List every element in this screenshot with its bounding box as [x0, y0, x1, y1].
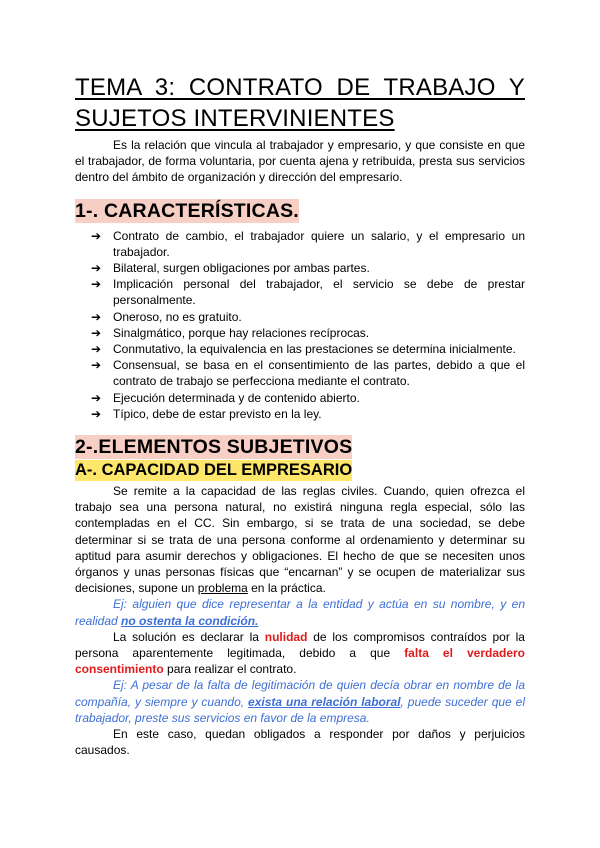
arrow-icon: ➔: [91, 277, 102, 292]
example-2-emphasis: exista una relación laboral: [248, 694, 401, 709]
arrow-icon: ➔: [91, 261, 102, 276]
title-line-1: TEMA 3: CONTRATO DE TRABAJO Y: [75, 74, 525, 101]
underlined-word: problema: [197, 581, 248, 596]
arrow-icon: ➔: [91, 228, 102, 243]
list-item: [75, 341, 525, 357]
paragraph-solution: La solución es declarar la nulidad de los compromisos contraídos por la persona aparentemente legitimada, debido a que falta el verdadero consentimiento para realizar el contrato.: [75, 629, 526, 677]
arrow-icon: ➔: [91, 406, 102, 421]
arrow-icon: ➔: [91, 358, 102, 373]
characteristics-list: [75, 228, 525, 422]
paragraph-capacity: Se remite a la capacidad de las reglas civiles. Cuando, quien ofrezca el trabajo sea una persona natural, no existirá ninguna regla especial, sólo las contempladas en el CC. Sin embargo, si se trata de una sociedad, se debe determinar si se trata de una persona conforme al ordenamiento y determinar su aptitud para asumir derechos y obligaciones. El hecho de que se necesiten unos órganos y unas personas físicas que “encarnan” y se ocupen de materializar sus decisiones, supone un problema en la práctica.: [75, 484, 525, 596]
list-item-text: Ejecución determinada y de contenido abierto.: [113, 390, 360, 405]
document-title: [75, 72, 525, 134]
section-2: [75, 435, 525, 459]
list-item: [75, 309, 525, 325]
title-line-2: SUJETOS INTERVINIENTES: [75, 105, 395, 132]
list-item: [75, 228, 525, 260]
list-item-text: Conmutativo, la equivalencia en las prestaciones se determina inicialmente.: [113, 342, 516, 357]
subsection-a-heading: A-. CAPACIDAD DEL EMPRESARIO: [75, 461, 353, 480]
list-item: [75, 406, 525, 422]
list-item-text: Consensual, se basa en el consentimiento de las partes, debido a que el contrato de trabajo se perfecciona mediante el contrato.: [113, 358, 525, 389]
list-item: [75, 325, 525, 341]
section-2-heading: 2-.ELEMENTOS SUBJETIVOS: [75, 436, 353, 459]
list-item-text: Sinalgmático, porque hay relaciones recíprocas.: [113, 325, 370, 340]
example-1: Ej: alguien que dice representar a la entidad y actúa en su nombre, y en realidad no ostenta la condición.: [75, 597, 525, 628]
example-2: Ej: A pesar de la falta de legitimación de quien decía obrar en nombre de la compañía, y siempre y cuando, exista una relación laboral, puede suceder que el trabajador, preste sus servicios en favor de la empresa.: [75, 678, 525, 725]
keyword-nulidad: nulidad: [264, 629, 308, 644]
document-page: [75, 72, 525, 759]
list-item-text: Típico, debe de estar previsto en la ley.: [113, 406, 322, 421]
section-1-heading: 1-. CARACTERÍSTICAS.: [75, 199, 299, 222]
list-item: [75, 276, 525, 308]
intro-paragraph: Es la relación que vincula al trabajador y empresario, y que consiste en que el trabajador, de forma voluntaria, por cuenta ajena y retribuida, presta sus servicios dentro del ámbito de organización y dirección del empresario.: [75, 138, 525, 185]
list-item: [75, 357, 525, 389]
list-item-text: Bilateral, surgen obligaciones por ambas partes.: [113, 261, 370, 276]
list-item-text: Oneroso, no es gratuito.: [113, 309, 242, 324]
keyword-consentimiento: falta el verdadero consentimiento: [75, 646, 526, 677]
arrow-icon: ➔: [91, 309, 102, 324]
list-item: [75, 390, 525, 406]
arrow-icon: ➔: [91, 390, 102, 405]
arrow-icon: ➔: [91, 325, 102, 340]
list-item-text: Contrato de cambio, el trabajador quiere un salario, y el empresario un trabajador.: [113, 228, 525, 259]
list-item-text: Implicación personal del trabajador, el servicio se debe de prestar personalmente.: [113, 277, 525, 308]
list-item: [75, 260, 525, 276]
paragraph-consequence: En este caso, quedan obligados a responder por daños y perjuicios causados.: [75, 727, 525, 758]
arrow-icon: ➔: [91, 342, 102, 357]
example-1-emphasis: no ostenta la condición.: [121, 613, 259, 628]
section-1: [75, 199, 525, 223]
